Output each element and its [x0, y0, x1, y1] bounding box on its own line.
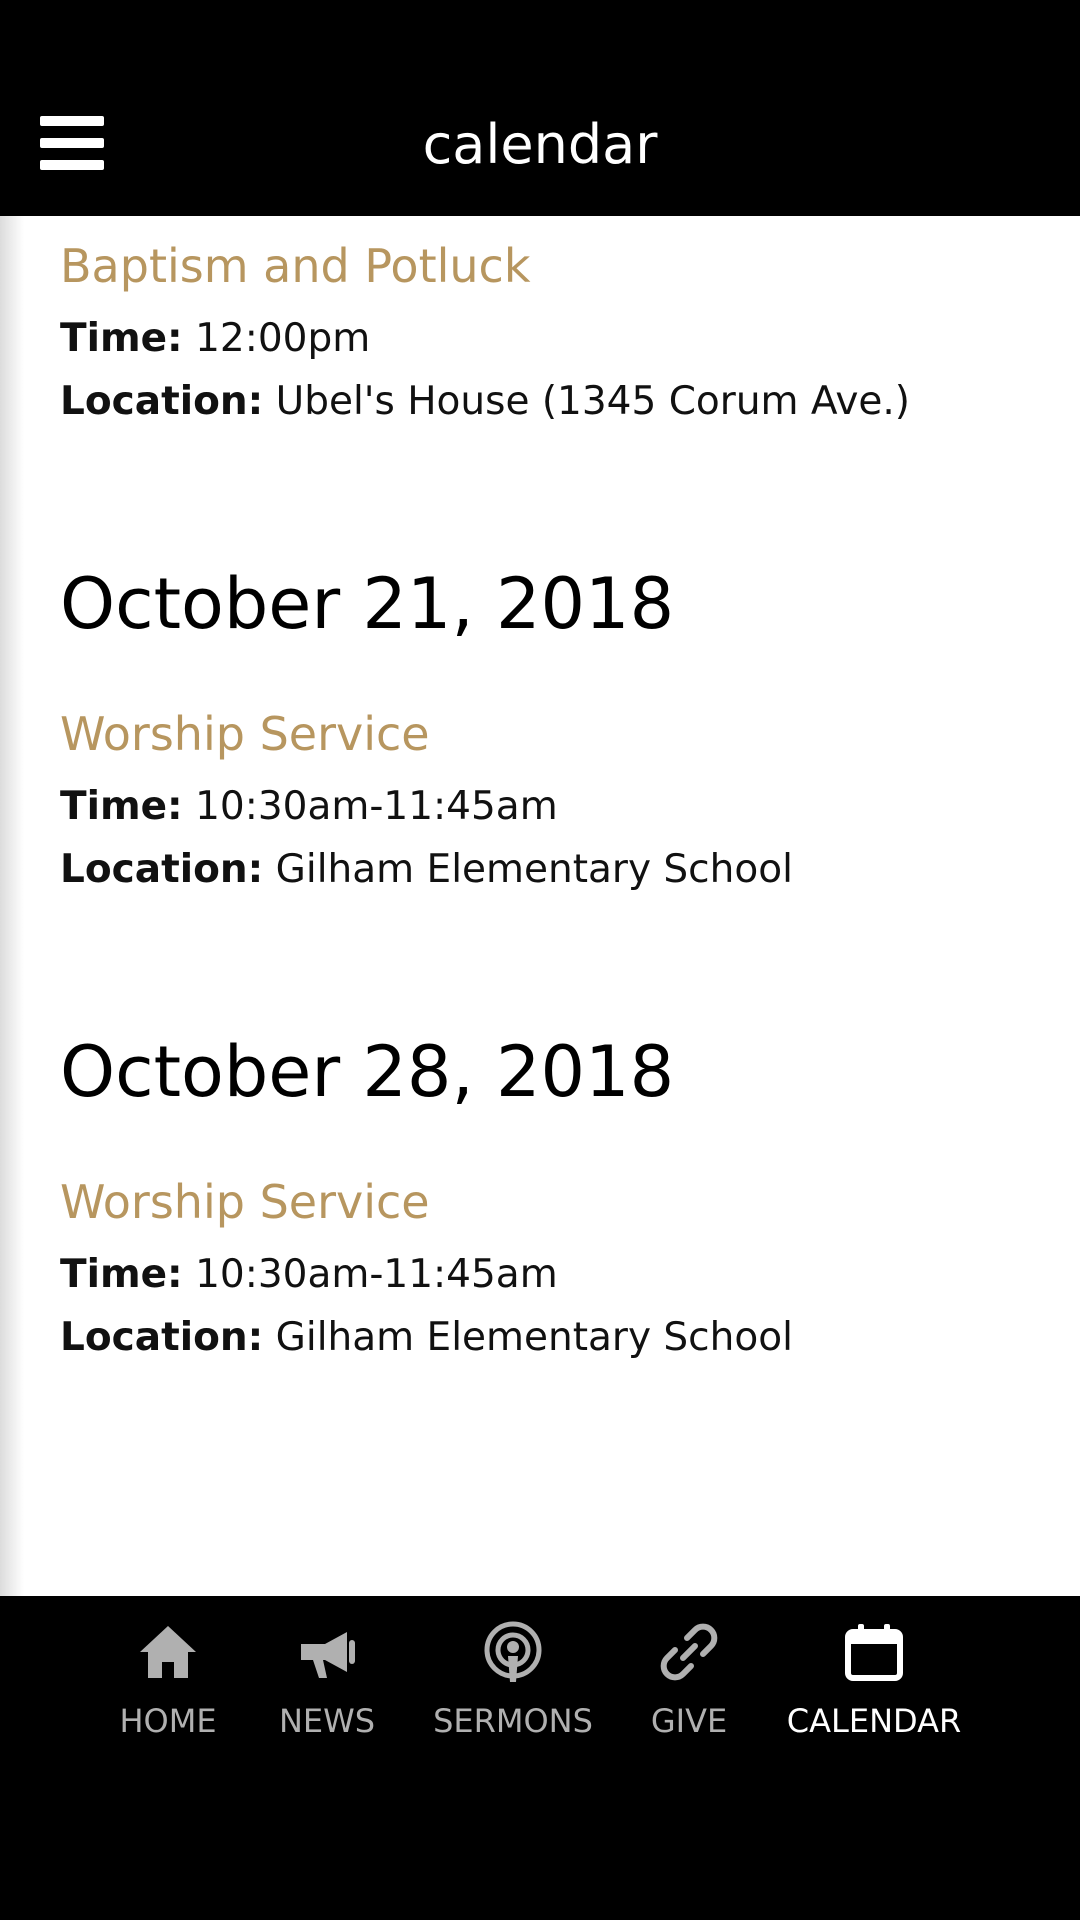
tab-label: NEWS [278, 1702, 376, 1740]
time-value: 12:00pm [195, 316, 371, 361]
page-title: calendar [422, 113, 658, 176]
event-location [60, 375, 910, 429]
app-header [0, 0, 1080, 216]
home-icon [136, 1620, 200, 1684]
date-heading: October 28, 2018 [60, 1031, 675, 1113]
calendar-icon [842, 1620, 906, 1684]
tab-give[interactable] [629, 1620, 749, 1742]
time-label: Time: [60, 316, 183, 361]
calendar-list[interactable] [0, 216, 1080, 1596]
time-label: Time: [60, 784, 183, 829]
event-title[interactable]: Worship Service [60, 1175, 430, 1229]
tab-label: HOME [119, 1702, 217, 1740]
megaphone-icon [295, 1620, 359, 1684]
tab-calendar[interactable] [780, 1620, 968, 1742]
tab-label: SERMONS [433, 1702, 593, 1740]
event-location [60, 1311, 793, 1365]
tab-label: GIVE [650, 1702, 728, 1740]
podcast-icon [481, 1620, 545, 1684]
event-time [60, 312, 370, 366]
event-title[interactable]: Worship Service [60, 707, 430, 761]
link-icon [657, 1620, 721, 1684]
time-label: Time: [60, 1252, 183, 1297]
date-heading: October 21, 2018 [60, 563, 675, 645]
tab-home[interactable] [108, 1620, 228, 1742]
location-value: Ubel's House (1345 Corum Ave.) [275, 379, 911, 424]
tab-label: CALENDAR [786, 1702, 962, 1740]
location-value: Gilham Elementary School [275, 1315, 793, 1360]
event-time [60, 1248, 558, 1302]
event-location [60, 843, 793, 897]
location-label: Location: [60, 1315, 264, 1360]
event-time [60, 780, 558, 834]
time-value: 10:30am-11:45am [195, 1252, 558, 1297]
tab-sermons[interactable] [428, 1620, 598, 1742]
tab-news[interactable] [267, 1620, 387, 1742]
location-label: Location: [60, 379, 264, 424]
location-value: Gilham Elementary School [275, 847, 793, 892]
drawer-edge-shadow [0, 216, 24, 1596]
time-value: 10:30am-11:45am [195, 784, 558, 829]
event-title[interactable]: Baptism and Potluck [60, 239, 531, 293]
bottom-tab-bar [0, 1596, 1080, 1920]
location-label: Location: [60, 847, 264, 892]
